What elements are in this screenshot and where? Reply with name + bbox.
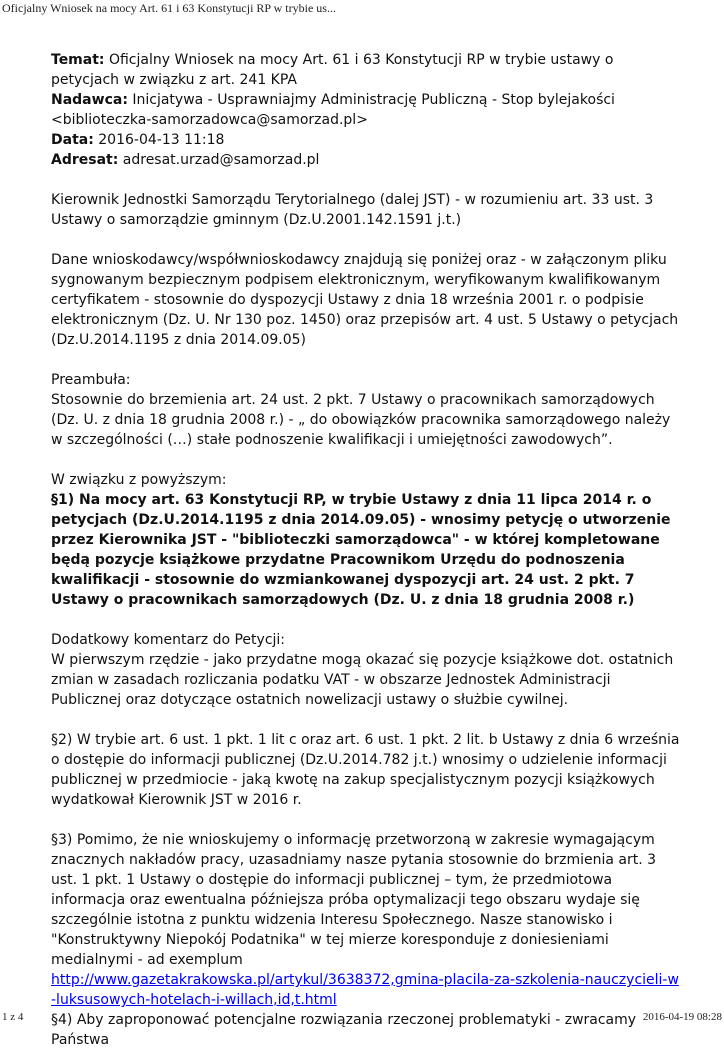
date-label: Data: bbox=[51, 132, 94, 148]
comment-paragraph: W pierwszym rzędzie - jako przydatne mogą okazać się pozycje książkowe dot. ostatnich zmian w zasadach rozliczania podatku VAT - w obszarze Jednostek Administracji Publicznej oraz dotyczące ostatnich nowelizacji ustawy o służbie cywilnej. bbox=[51, 652, 674, 708]
section-4-paragraph: §4) Aby zaproponować potencjalne rozwiązania rzeczonej problematyki - zwracamy Państwa bbox=[51, 1012, 637, 1048]
print-timestamp: 2016-04-19 08:28 bbox=[642, 1011, 722, 1023]
subject-label: Temat: bbox=[51, 52, 105, 68]
comment-label: Dodatkowy komentarz do Petycji: bbox=[51, 632, 286, 648]
date-value: 2016-04-13 11:18 bbox=[98, 132, 225, 148]
from-value: Inicjatywa - Usprawniajmy Administrację Publiczną - Stop bylejakości <biblioteczka-samorzadowca@samorzad.pl> bbox=[51, 92, 615, 128]
email-from bbox=[51, 90, 681, 130]
print-header-title: Oficjalny Wniosek na mocy Art. 61 i 63 Konstytucji RP w trybie us... bbox=[2, 1, 336, 15]
to-value: adresat.urzad@samorzad.pl bbox=[122, 152, 320, 168]
to-label: Adresat: bbox=[51, 152, 119, 168]
document-body bbox=[51, 50, 681, 1050]
email-subject bbox=[51, 50, 681, 90]
preamble-label: Preambuła: bbox=[51, 372, 131, 388]
from-label: Nadawca: bbox=[51, 92, 128, 108]
addressee-paragraph: Kierownik Jednostki Samorządu Terytorialnego (dalej JST) - w rozumieniu art. 33 ust. 3 Ustawy o samorządzie gminnym (Dz.U.2001.142.1591 j.t.) bbox=[51, 192, 654, 228]
subject-value: Oficjalny Wniosek na mocy Art. 61 i 63 Konstytucji RP w trybie ustawy o petycjach w związku z art. 241 KPA bbox=[51, 52, 614, 88]
page-number: 1 z 4 bbox=[2, 1011, 24, 1023]
section-1-paragraph: §1) Na mocy art. 63 Konstytucji RP, w trybie Ustawy z dnia 11 lipca 2014 r. o petycjach (Dz.U.2014.1195 z dnia 2014.09.05) - wnosimy petycję o utworzenie przez Kierownika JST - "biblioteczki samorządowca" - w której kompletowane będą pozycje książkowe przydatne Pracownikom Urzędu do podnoszenia kwalifikacji - stosownie do wzmiankowanej dyspozycji art. 24 ust. 2 pkt. 7 Ustawy o pracownikach samorządowych (Dz. U. z dnia 18 grudnia 2008 r.) bbox=[51, 492, 671, 608]
section-2-paragraph: §2) W trybie art. 6 ust. 1 pkt. 1 lit c oraz art. 6 ust. 1 pkt. 2 lit. b Ustawy z dnia 6 września o dostępie do informacji publicznej (Dz.U.2014.782 j.t.) wnosimy o udzielenie informacji publicznej w przedmiocie - jaką kwotę na zakup specjalistycznym pozycji książkowych wydatkował Kierownik JST w 2016 r. bbox=[51, 732, 680, 808]
applicant-data-paragraph: Dane wnioskodawcy/współwnioskodawcy znajdują się poniżej oraz - w załączonym pliku sygnowanym bezpiecznym podpisem elektronicznym, weryfikowanym kwalifikowanym certyfikatem - stosownie do dyspozycji Ustawy z dnia 18 września 2001 r. o podpisie elektronicznym (Dz. U. Nr 130 poz. 1450) oraz przepisów art. 4 ust. 5 Ustawy o petycjach (Dz.U.2014.1195 z dnia 2014.09.05) bbox=[51, 252, 679, 348]
email-date bbox=[51, 130, 681, 150]
email-to bbox=[51, 150, 681, 170]
in-connection-label: W związku z powyższym: bbox=[51, 472, 227, 488]
preamble-paragraph: Stosownie do brzemienia art. 24 ust. 2 pkt. 7 Ustawy o pracownikach samorządowych (Dz. U. z dnia 18 grudnia 2008 r.) - „ do obowiązków pracownika samorządowego należy w szczególności (…) stałe podnoszenie kwalifikacji i umiejętności zawodowych”. bbox=[51, 392, 671, 448]
article-link[interactable]: http://www.gazetakrakowska.pl/artykul/3638372,gmina-placila-za-szkolenia-nauczycieli-w-luksusowych-hotelach-i-willach,id,t.html bbox=[51, 972, 679, 1008]
section-3-paragraph: §3) Pomimo, że nie wnioskujemy o informację przetworzoną w zakresie wymagającym znacznych nakładów pracy, uzasadniamy nasze pytania stosownie do brzmienia art. 3 ust. 1 pkt. 1 Ustawy o dostępie do informacji publicznej – tym, że przedmiotowa informacja oraz ewentualna późniejsza próba optymalizacji tego obszaru wydaje się szczególnie istotna z punktu widzenia Interesu Społecznego. Nasze stanowisko i "Konstruktywny Niepokój Podatnika" w tej mierze koresponduje z doniesieniami medialnymi - ad exemplum bbox=[51, 832, 657, 968]
